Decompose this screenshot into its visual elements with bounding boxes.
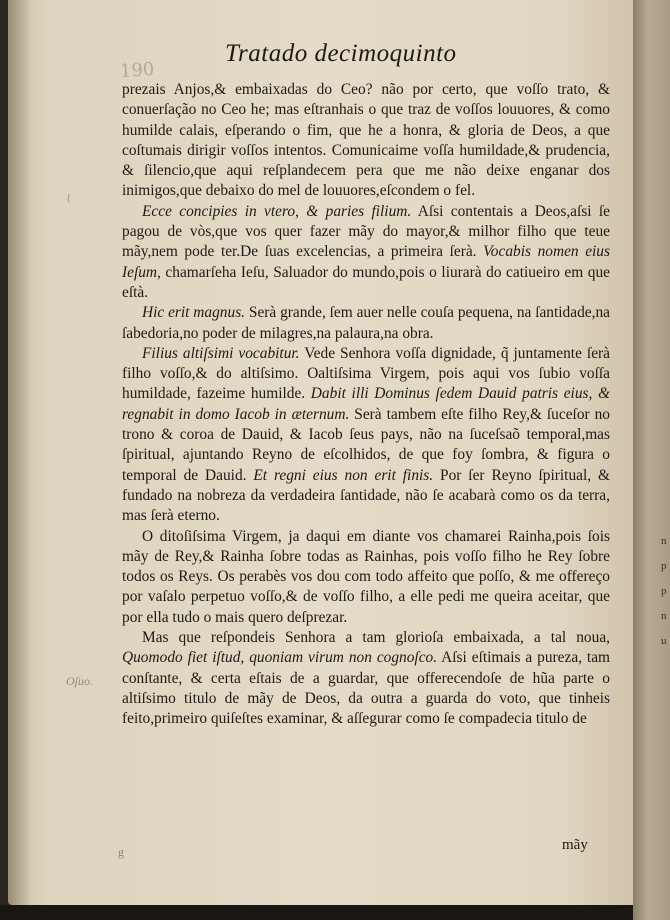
body-text bbox=[122, 80, 610, 730]
paragraph bbox=[122, 344, 610, 527]
next-page-fragment: n bbox=[661, 535, 667, 547]
latin-quotation: Vocabis nomen eius Ieſum, bbox=[122, 243, 610, 281]
text-segment: O ditoſiſsima Virgem, ja daqui em diante vos chamarei Rainha,pois ſois mãy de Rey,& Rainha ſobre todas as Rainhas, pois voſſo filho he Rey ſobre todos os Reys. Os perabès vos dou com todo affeito que poſſo, & me offereço por vaſalo perpetuo voſſo,& de voſſo filho, a elle pedi me queira aceitar, que por ella tudo o mais quero deſprezar. bbox=[122, 527, 610, 626]
text-segment: chamarſeha Ieſu, Saluador do mundo,pois o liurarà do catiueiro em que eſtà. bbox=[122, 263, 610, 301]
paragraph bbox=[122, 628, 610, 729]
next-page-fragment: p bbox=[661, 560, 667, 572]
next-page-fragment: p bbox=[661, 585, 667, 597]
text-segment: prezais Anjos,& embaixadas do Ceo? não por certo, que voſſo trato, & conuerſação no Ceo he; mas eſtranhais o que traz de voſſos louuores, & como humilde calais, eſperando o fim, que he a honra, & gloria de Deos, a que coſtumais dirigir voſſos intentos. Comunicaime voſſa humildade,& prudencia, & ſilencio,que aqui reſplandecem pera que me não deixe enganar dos inimigos,que debaixo do mel de louuores,eſcondem o fel. bbox=[122, 81, 610, 200]
latin-quotation: Filius altiſsimi vocabitur. bbox=[142, 344, 300, 362]
paragraph bbox=[122, 527, 610, 628]
margin-mark: { bbox=[66, 192, 72, 204]
latin-quotation: Et regni eius non erit finis. bbox=[246, 466, 434, 484]
next-page-fragment: u bbox=[661, 635, 667, 647]
text-segment: Serà grande, ſem auer nelle couſa pequena, na ſantidade,na ſabedoria,no poder de milagres,na palaura,na obra. bbox=[122, 304, 610, 342]
text-segment: Por ſer Reyno ſpiritual, & fundado na nobreza da verdadeira ſantidade, não ſe acabarà como os da terra, mas ſerà eterno. bbox=[122, 466, 610, 525]
catchword: mãy bbox=[562, 837, 588, 853]
latin-quotation: Ecce concipies in vtero, & paries filium. bbox=[142, 202, 412, 220]
next-page-fragment: n bbox=[661, 610, 667, 622]
text-segment: Vede Senhora voſſa dignidade, q̃ juntamente ſerà filho voſſo,& do altiſsimo. Oaltiſsima Virgem, pois aqui vos ſubio voſſa humildade, fazeime humilde. bbox=[122, 344, 610, 403]
text-segment: Serà tambem eſte filho Rey,& ſuceſor no trono & coroa de Dauid, & Iacob ſeus pays, não na ſuceſsaõ temporal,mas ſpiritual, ajuntando Reyno de eſcolhidos, de que foy ſombra, & figura o temporal de Dauid. bbox=[122, 405, 610, 484]
paragraph bbox=[122, 80, 610, 202]
foot-mark: g bbox=[118, 845, 124, 859]
page-number: 190 bbox=[119, 58, 156, 83]
text-segment: Aſsi contentais a Deos,aſsi ſe pagou de vòs,que vos quer fazer mãy do mayor,& milhor filho que teue mãy,nem pode ter.De ſuas excelencias, a primeira ſerà. bbox=[122, 202, 611, 261]
running-head: Tratado decimoquinto bbox=[225, 40, 457, 67]
gutter-shadow bbox=[8, 0, 32, 905]
latin-quotation: Dabit illi Dominus ſedem Dauid patris eius, & regnabit in domo Iacob in æternum. bbox=[122, 385, 610, 423]
next-page-edge bbox=[633, 0, 670, 920]
latin-quotation: Quomodo fiet iſtud, quoniam virum non cognoſco. bbox=[122, 649, 438, 667]
bottom-edge bbox=[0, 905, 633, 920]
latin-quotation: Hic erit magnus. bbox=[142, 304, 246, 322]
text-segment: Mas que reſpondeis Senhora a tam glorioſa embaixada, a tal noua, bbox=[142, 629, 610, 647]
paragraph bbox=[122, 202, 610, 303]
margin-note: Oſuo. bbox=[66, 674, 93, 688]
paragraph bbox=[122, 303, 610, 344]
text-segment: Aſsi eſtimais a pureza, tam conſtante, & certa eſtais de a guardar, que offerecendoſe de hũa parte o altiſsimo titulo de mãy de Deos, da outra a guarda do voto, que tinheis feito,primeiro quiſeſtes examinar, & aſſegurar como ſe compadecia titulo de bbox=[122, 649, 611, 728]
